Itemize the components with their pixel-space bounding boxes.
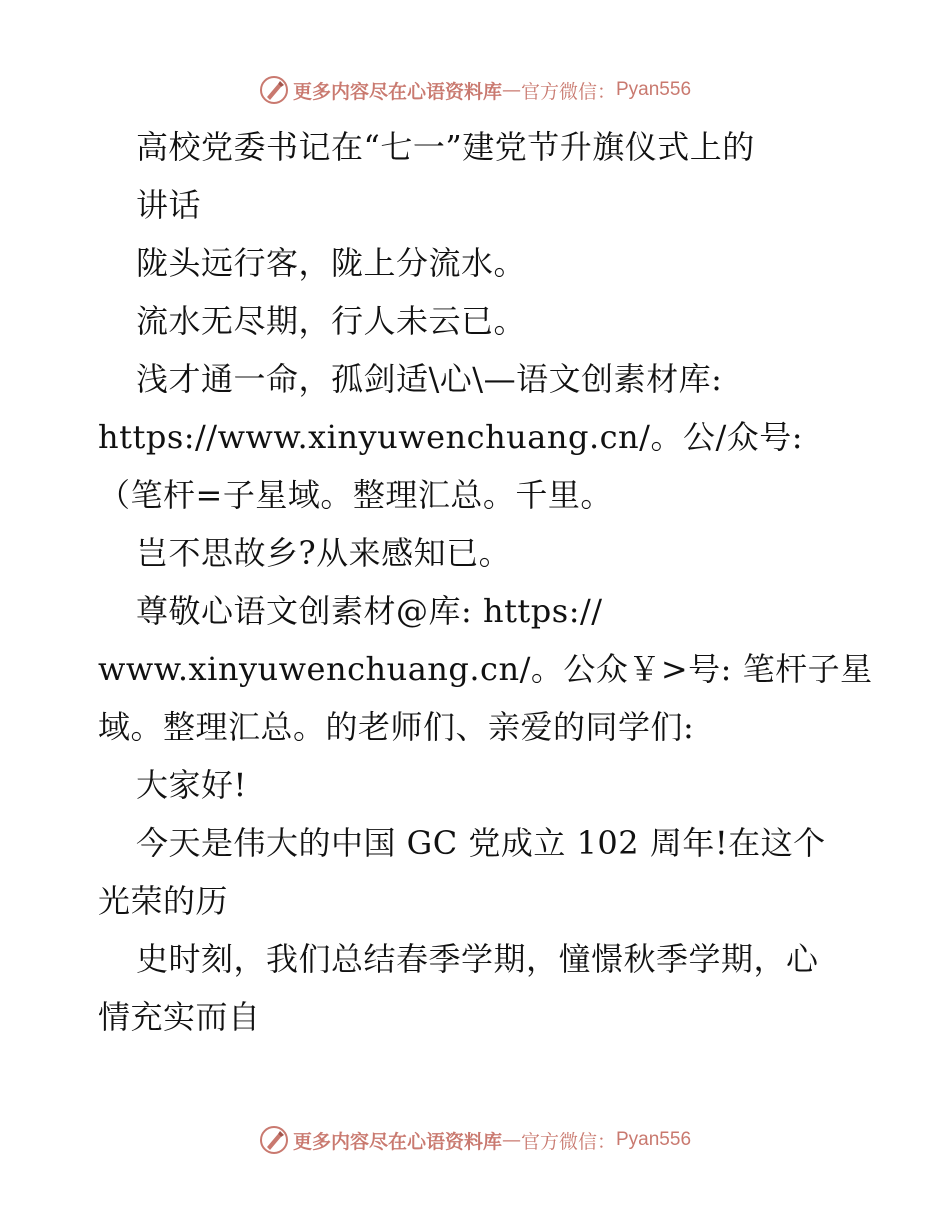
footer-separator: —: [501, 1129, 521, 1151]
title-line-1: 高校党委书记在“七一”建党节升旗仪式上的: [136, 128, 755, 166]
body-line: 光荣的历: [98, 882, 229, 920]
body-line: 今天是伟大的中国 GC 党成立 102 周年!在这个: [136, 824, 826, 862]
header-banner-text: 更多内容尽在心语资料库: [292, 80, 502, 103]
header-wechat-label: 官方微信：: [520, 80, 616, 103]
body-line: 流水无尽期，行人未云已。: [136, 302, 527, 340]
body-line: 域。整理汇总。的老师们、亲爱的同学们:: [98, 708, 695, 746]
footer-banner: [0, 1120, 950, 1160]
footer-banner-text: 更多内容尽在心语资料库: [292, 1130, 502, 1153]
body-line: https://www.xinyuwenchuang.cn/。公/众号:: [98, 418, 804, 456]
pen-logo-icon: [259, 1125, 289, 1155]
footer-wechat-id: Pyan556: [616, 1129, 692, 1150]
greeting-line: 大家好!: [136, 766, 247, 804]
document-body: [98, 118, 873, 1046]
body-line: （笔杆=子星域。整理汇总。千里。: [98, 476, 613, 514]
body-line: 岂不思故乡?从来感知已。: [136, 534, 512, 572]
header-banner: [0, 70, 950, 110]
pen-logo-icon: [259, 75, 289, 105]
body-line: 浅才通一命，孤剑适\心\—语文创素材库:: [136, 360, 723, 398]
body-line: 尊敬心语文创素材@库: https://: [136, 592, 603, 630]
footer-wechat-label: 官方微信：: [520, 1130, 616, 1153]
header-separator: —: [501, 79, 521, 101]
body-line: www.xinyuwenchuang.cn/。公众￥>号: 笔杆子星: [98, 650, 873, 688]
header-wechat-id: Pyan556: [616, 79, 692, 100]
title-line-2: 讲话: [136, 186, 202, 224]
body-line: 史时刻，我们总结春季学期，憧憬秋季学期，心: [136, 940, 819, 978]
body-line: 陇头远行客，陇上分流水。: [136, 244, 527, 282]
body-line: 情充实而自: [98, 998, 261, 1036]
